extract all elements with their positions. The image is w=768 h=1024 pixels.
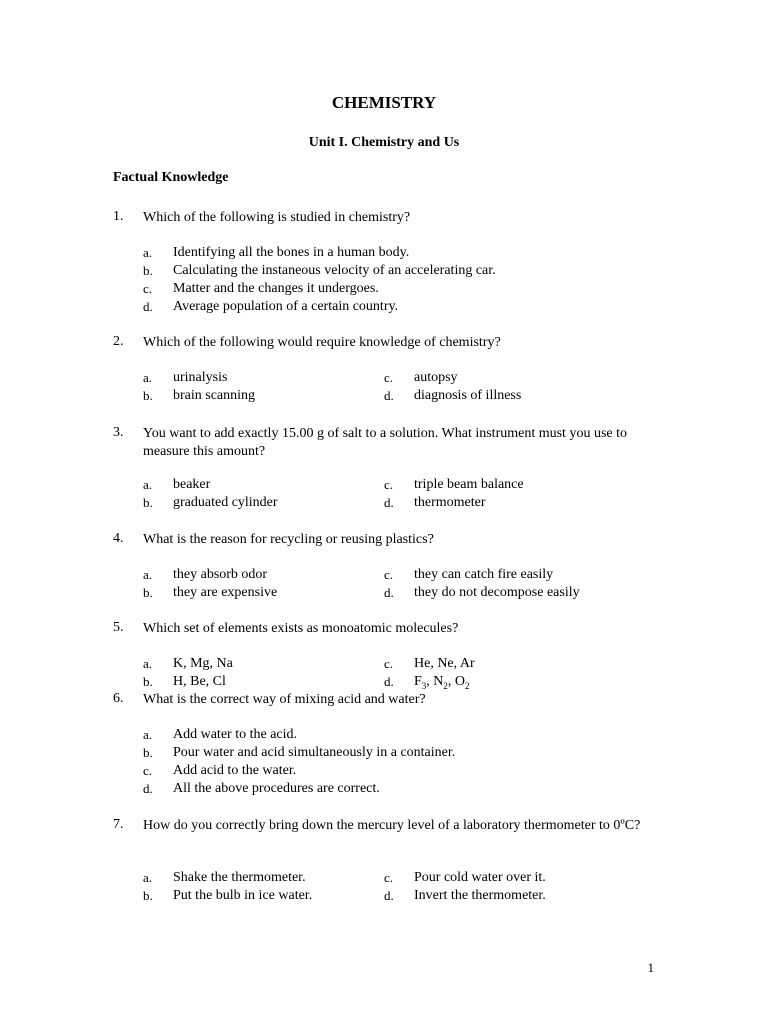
question-text: Which of the following is studied in chemistry?: [143, 210, 411, 225]
option-letter: d.: [384, 888, 394, 903]
option-text: Calculating the instaneous velocity of an accelerating car.: [173, 263, 496, 278]
formula-subscript: 2: [465, 680, 470, 691]
option-formula: [414, 674, 470, 691]
formula-subscript: 2: [443, 680, 448, 691]
option-text: thermometer: [414, 495, 486, 510]
option-letter: a.: [143, 567, 153, 582]
question-text: What is the reason for recycling or reusing plastics?: [143, 532, 434, 547]
option-text: Invert the thermometer.: [414, 888, 546, 903]
option-text: Pour water and acid simultaneously in a container.: [173, 745, 456, 760]
question-number: 4.: [113, 531, 124, 546]
option-letter: b.: [143, 495, 153, 510]
option-text: K, Mg, Na: [173, 656, 233, 671]
option-letter: c.: [143, 763, 153, 778]
option-letter: b.: [143, 388, 153, 403]
option-letter: c.: [384, 370, 394, 385]
option-letter: c.: [384, 567, 394, 582]
option-text: He, Ne, Ar: [414, 656, 475, 671]
question-text: What is the correct way of mixing acid and water?: [143, 692, 426, 707]
option-text: All the above procedures are correct.: [173, 781, 380, 796]
option-letter: a.: [143, 870, 153, 885]
formula-subscript: 3: [421, 680, 427, 691]
question-text: You want to add exactly 15.00 g of salt to a solution. What instrument must you use to measure this amount?: [143, 426, 627, 459]
option-letter: a.: [143, 656, 153, 671]
question-number: 3.: [113, 425, 124, 440]
option-text: Matter and the changes it undergoes.: [173, 281, 379, 296]
option-letter: b.: [143, 745, 153, 760]
option-text: they do not decompose easily: [414, 585, 580, 600]
option-text: beaker: [173, 477, 211, 492]
option-letter: d.: [384, 585, 394, 600]
option-letter: b.: [143, 888, 153, 903]
formula-symbol: , N: [426, 674, 444, 689]
option-letter: a.: [143, 477, 153, 492]
option-text: Pour cold water over it.: [414, 870, 546, 885]
option-text: they absorb odor: [173, 567, 268, 582]
question-number: 1.: [113, 209, 124, 224]
question-text: Which set of elements exists as monoatomic molecules?: [143, 621, 459, 636]
option-letter: d.: [143, 299, 153, 314]
question-number: 2.: [113, 334, 124, 349]
option-text: they can catch fire easily: [414, 567, 554, 582]
page-number: 1: [647, 960, 654, 975]
option-letter: c.: [384, 477, 394, 492]
option-letter: d.: [143, 781, 153, 796]
option-text: Add acid to the water.: [173, 763, 297, 778]
formula-symbol: , O: [447, 674, 466, 689]
option-text: brain scanning: [173, 388, 256, 403]
option-text: they are expensive: [173, 585, 278, 600]
option-letter: c.: [143, 281, 153, 296]
option-letter: a.: [143, 245, 153, 260]
option-letter: b.: [143, 674, 153, 689]
option-text: diagnosis of illness: [414, 388, 522, 403]
option-letter: c.: [384, 870, 394, 885]
question-number: 6.: [113, 691, 124, 706]
option-letter: d.: [384, 495, 394, 510]
option-text: Put the bulb in ice water.: [173, 888, 313, 903]
option-text: Shake the thermometer.: [173, 870, 306, 885]
page-title: CHEMISTRY: [331, 93, 437, 112]
formula-symbol: F: [414, 674, 422, 689]
option-letter: a.: [143, 370, 153, 385]
option-text: autopsy: [414, 370, 458, 385]
option-text: graduated cylinder: [173, 495, 278, 510]
option-letter: b.: [143, 263, 153, 278]
option-letter: b.: [143, 585, 153, 600]
option-letter: a.: [143, 727, 153, 742]
option-text: H, Be, Cl: [173, 674, 226, 689]
question-text: How do you correctly bring down the mercury level of a laboratory thermometer to 0ºC?: [143, 818, 641, 833]
option-text: Identifying all the bones in a human body.: [173, 245, 410, 260]
option-letter: d.: [384, 674, 394, 689]
option-text: urinalysis: [173, 370, 228, 385]
question-number: 7.: [113, 817, 124, 832]
question-text: Which of the following would require knowledge of chemistry?: [143, 335, 501, 350]
question-number: 5.: [113, 620, 124, 635]
option-text: Average population of a certain country.: [173, 299, 399, 314]
section-heading: Factual Knowledge: [113, 170, 229, 185]
option-letter: c.: [384, 656, 394, 671]
option-text: triple beam balance: [414, 477, 524, 492]
option-letter: d.: [384, 388, 394, 403]
option-text: Add water to the acid.: [173, 727, 298, 742]
unit-heading: Unit I. Chemistry and Us: [308, 135, 460, 150]
